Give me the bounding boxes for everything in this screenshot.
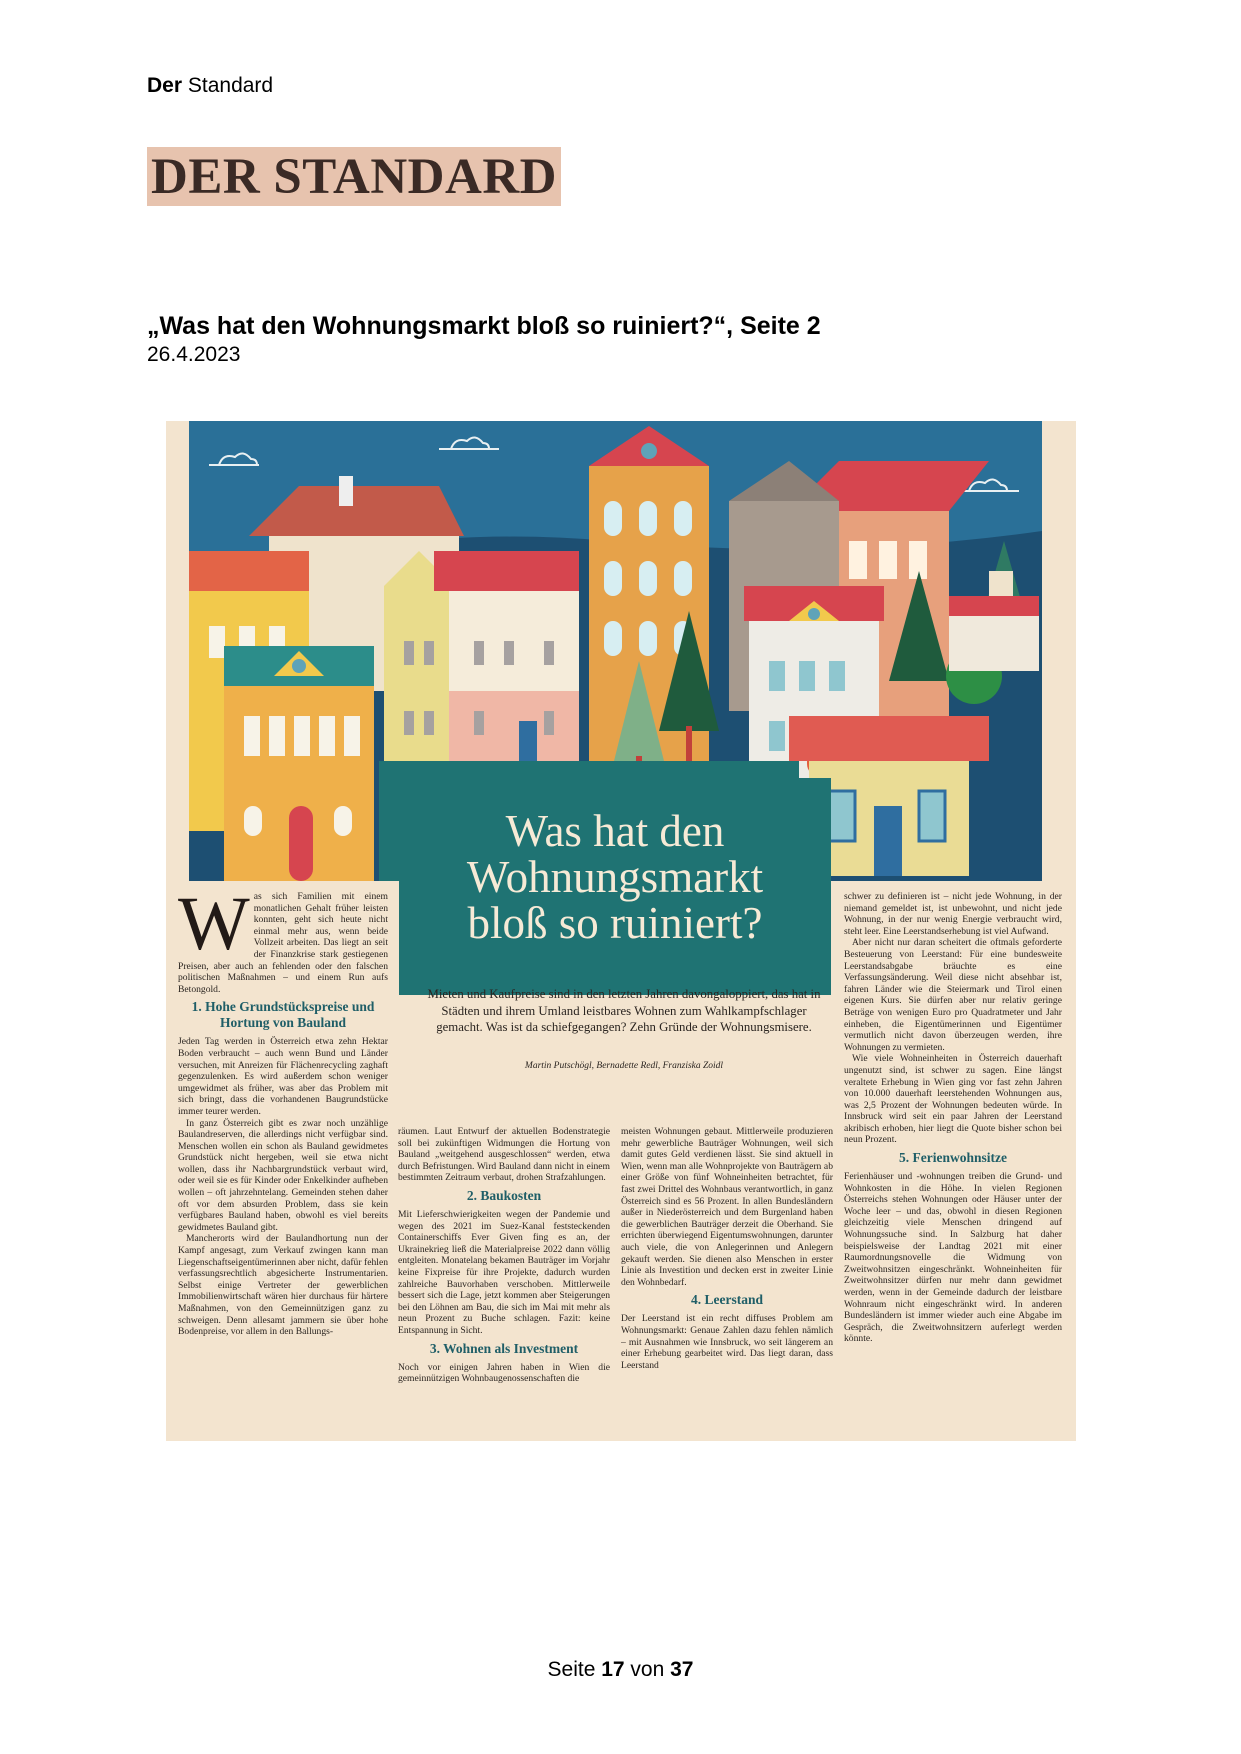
drop-cap: W — [178, 891, 250, 966]
footer-middle: von — [624, 1658, 671, 1681]
publication-logo — [147, 147, 561, 206]
text-column-4 — [844, 891, 1062, 1431]
headline-box — [399, 778, 831, 995]
text-column-3 — [621, 1126, 833, 1431]
source-label-rest: Standard — [182, 74, 274, 97]
current-page-number: 17 — [601, 1658, 625, 1681]
paragraph: Wie viele Wohneinheiten in Österreich dauerhaft ungenutzt sind, ist schwer zu sagen. Eine längst veraltete Erhebung in Wien ging vor fast zehn Jahren von 10.000 dauerhaft leerstehenden Wohnungen aus, was 2,5 Prozent der Wohnungen bedeuten würde. In Innsbruck wird seit ein paar Jahren der Leerstand akribisch erhoben, hier liegt die Quote bisher schon bei neun Prozent. — [844, 1053, 1062, 1146]
headline-line-3: bloß so ruiniert? — [467, 898, 763, 948]
subheading-1: 1. Hohe Grundstückspreise und Hortung von Bauland — [191, 999, 375, 1031]
article-title: „Was hat den Wohnungsmarkt bloß so ruiniert?“, Seite 2 — [147, 312, 821, 340]
text-column-2 — [398, 1126, 610, 1431]
intro-paragraph: as sich Familien mit einem monatlichen Gehalt früher leisten konnten, geht sich heute nicht einmal mehr aus, wenn beide Vollzeit arbeiten. Das liegt an seit der Finanzkrise stark gestiegenen Preisen, aber auch an fehlenden oder den falschen politischen Maßnahmen – und einem Run aufs Betongold. — [178, 891, 388, 995]
page-footer — [0, 1658, 1241, 1682]
subheading-5: 5. Ferienwohnsitze — [899, 1150, 1007, 1166]
headline-line-1: Was hat den — [505, 806, 725, 856]
text-column-1 — [178, 891, 388, 1431]
paragraph: Aber nicht nur daran scheitert die oftmals geforderte Besteuerung von Leerstand: Für eine bundesweite Leerstandsabgabe bräuchte es eine Verfassungsänderung. Weil diese nicht absehbar ist, fahren Länder wie die Steiermark und Tirol einen eigenen Kurs. Sie dürfen aber nur relativ geringe Beträge von wenigen Euro pro Quadratmeter und Jahr einheben, die Eigentümerinnen und Eigentümer vermutlich nicht davon überzeugen werden, ihre Wohnungen zu vermieten. — [844, 937, 1062, 1053]
paragraph: Jeden Tag werden in Österreich etwa zehn Hektar Boden verbraucht – auch wenn Bund und Länder versuchen, mit Anreizen für Flächenrecycling zaghaft gegenzulenken. Es wird außerdem schon weniger umgewidmet als früher, was aber das Problem mit sich bringt, dass die vorhandenen Baugrundstücke immer teurer werden. — [178, 1036, 388, 1117]
article-lead: Mieten und Kaufpreise sind in den letzten Jahren davongaloppiert, das hat in Städten und ihrem Umland leistbares Wohnen zum Wahlkampfschlager gemacht. Was ist da schiefgegangen? Zehn Gründe der Wohnungsmisere. — [427, 987, 821, 1034]
publication-logo-text: DER STANDARD — [150, 148, 557, 205]
paragraph: Mit Lieferschwierigkeiten wegen der Pandemie und wegen des 2021 im Suez-Kanal feststeckenden Containerschiffs Ever Given fing es an, der Ukrainekrieg ließ die Materialpreise 2022 dann völlig entgleiten. Monatelang bekamen Bauträger im Vorjahr keine Fixpreise für ihre Projekte, dadurch wurden zahlreiche Bauvorhaben verschoben. Mittlerweile bessert sich die Lage, jetzt kommen aber Steigerungen bei den Löhnen am Bau, die sich im Mai mit mehr als neun Prozent zu Buche schlagen. Fazit: keine Entspannung in Sicht. — [398, 1208, 610, 1336]
source-label-bold: Der — [147, 74, 183, 97]
paragraph: In ganz Österreich gibt es zwar noch unzählige Baulandreserven, die allerdings nicht verfügbar sind. Menschen wollen ein schon als Bauland gewidmetes Grundstück nicht hergeben, weil sie etwa nicht wollen, dass ihr Nachbargrundstück verbaut wird, oder weil sie es für Kinder oder Enkelkinder aufheben wollen – oft jahrzehntelang. Gemeinden stehen daher oft vor dem absurden Problem, dass sie kein verfügbares Bauland haben, obwohl es viel bereits gewidmetes Bauland gibt. — [178, 1117, 388, 1233]
total-page-count: 37 — [670, 1658, 694, 1681]
subheading-2: 2. Baukosten — [466, 1187, 542, 1203]
paragraph: meisten Wohnungen gebaut. Mittlerweile produzieren mehr gewerbliche Bauträger Wohnungen, weil sich damit gutes Geld verdienen lässt. Sie sind aktuell in Wien, wenn man alle Wohnprojekte von Bauträgern ab einer Größe von fünf Wohneinheiten betrachtet, für fast zwei Drittel des Wohnbaus verantwortlich, in ganz Österreich sind es 56 Prozent. In allen Bundesländern außer in Niederösterreich und dem Burgenland haben die gewerblichen Bauträger derzeit die Oberhand. Sie errichten überwiegend Eigentumswohnungen, darunter auch viele, die von Anlegerinnen und Anlegern gekauft werden. Sie dienen also Menschen in erster Linie als Investition und decken erst in zweiter Linie den Wohnbedarf. — [621, 1126, 833, 1288]
paragraph: Mancherorts wird der Baulandhortung nun der Kampf angesagt, zum Verkauf zwingen kann man Liegenschaftseigentümerinnen aber nicht, dafür fehlen verfassungsrechtlich abgesicherte Instrumentarien. Selbst einige Vertreter der gewerblichen Immobilienwirtschaft wären hier durchaus für härtere Maßnahmen, von den Gemeinnützigen ganz zu schweigen. Denn allesamt jammern sie über hohe Bodenpreise, vor allem in den Ballungs- — [178, 1233, 388, 1338]
paragraph: räumen. Laut Entwurf der aktuellen Bodenstrategie soll bei zukünftigen Widmungen die Hortung von Bauland „weitgehend ausgeschlossen“ werden, etwa durch Befristungen. Wird Bauland dann nicht in einem bestimmten Zeitraum verbaut, drohen Strafzahlungen. — [398, 1126, 610, 1184]
paragraph: Ferienhäuser und -wohnungen treiben die Grund- und Wohnkosten in die Höhe. In vielen Regionen Österreichs stehen Wohnungen oder Häuser unter der Woche leer – und das, obwohl in diesen Regionen gleichzeitig viele Menschen dringend auf Wohnungssuche sind. In Salzburg hat daher beispielsweise der Landtag 2021 mit einer Raumordnungsnovelle die Widmung von Zweitwohnsitzen eingeschränkt. Wohneinheiten für Zweitwohnsitzer dürfen nur mehr dann gewidmet werden, wenn in der Gemeinde dadurch der leistbare Wohnraum nicht eingeschränkt wird. In anderen Bundesländern ist immer wieder auch eine Abgabe im Gespräch, die Zweitwohnsitzern auferlegt werden könnte. — [844, 1171, 1062, 1345]
article-date: 26.4.2023 — [147, 343, 241, 366]
source-label — [147, 74, 273, 98]
article-byline: Martin Putschögl, Bernadette Redl, Franziska Zoidl — [524, 1061, 724, 1071]
headline-line-2: Wohnungsmarkt — [466, 852, 764, 902]
paragraph: Noch vor einigen Jahren haben in Wien die gemeinnützigen Wohnbaugenossenschaften die — [398, 1361, 610, 1385]
footer-prefix: Seite — [547, 1658, 602, 1681]
paragraph: schwer zu definieren ist – nicht jede Wohnung, in der niemand gemeldet ist, ist unbewohnt, und nicht jede Wohnung, in der nur wenig Energie verbraucht wird, steht leer. Eine Leerstandserhebung ist viel Aufwand. — [844, 891, 1062, 937]
newspaper-clipping — [166, 421, 1076, 1441]
subheading-4: 4. Leerstand — [691, 1292, 763, 1308]
paragraph: Der Leerstand ist ein recht diffuses Problem am Wohnungsmarkt: Genaue Zahlen dazu fehlen nämlich – mit Ausnahmen wie Innsbruck, wo seit längerem an einer Erhebung gearbeitet wird. Das liegt daran, dass Leerstand — [621, 1313, 833, 1371]
subheading-3: 3. Wohnen als Investment — [429, 1340, 579, 1356]
